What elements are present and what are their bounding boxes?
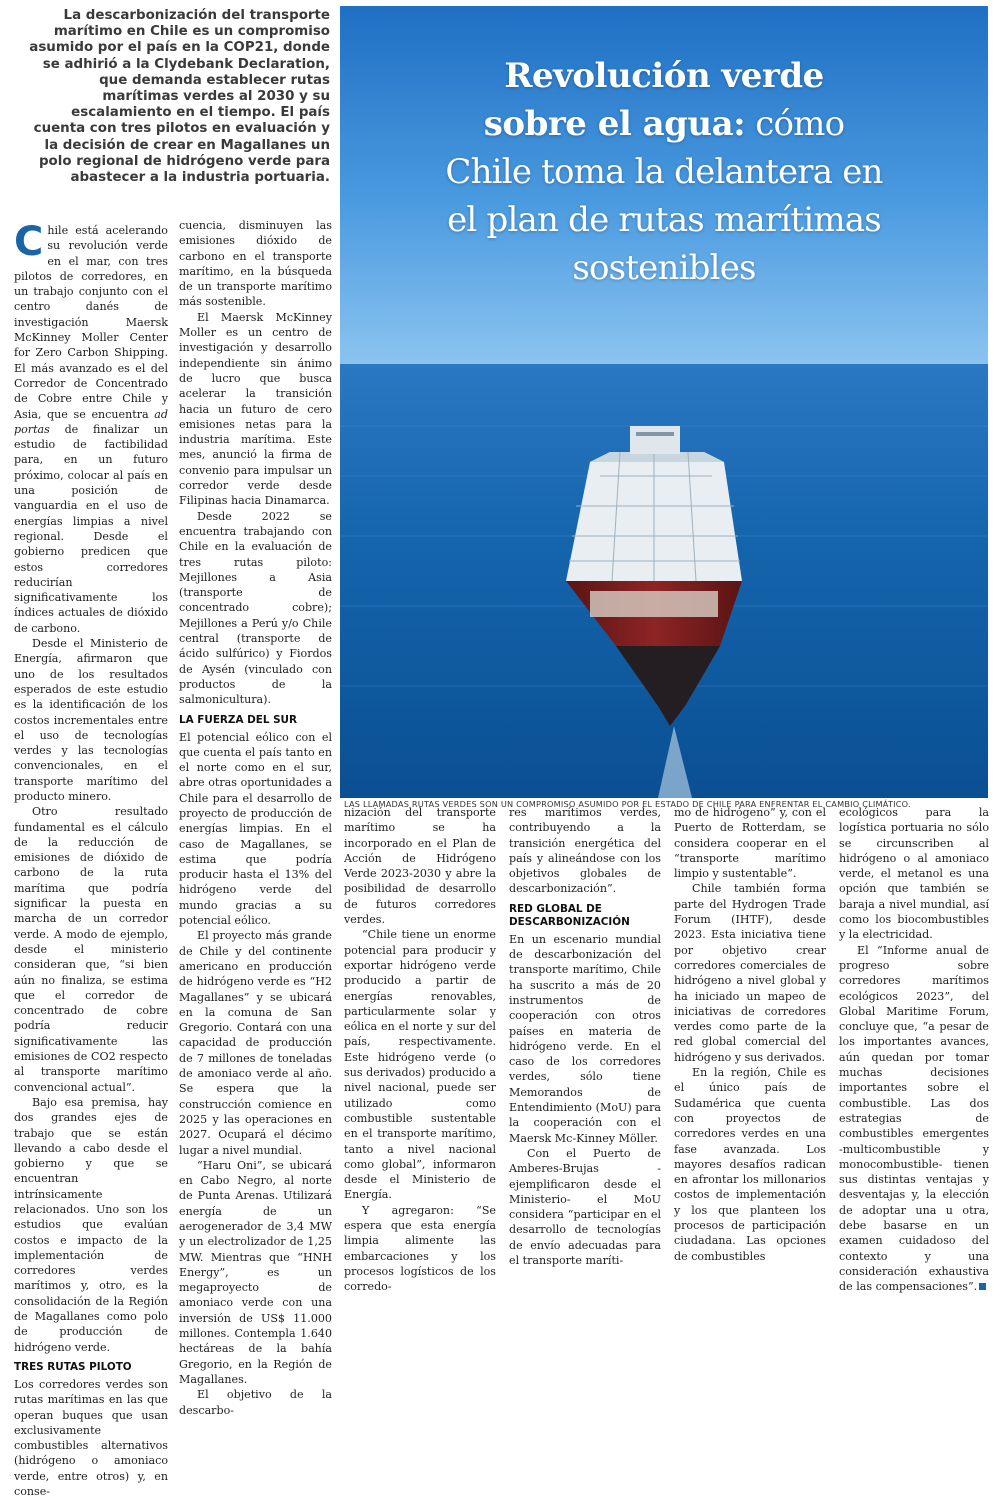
article-lede: La descarbonización del transporte marítimo en Chile es un compromiso asumido por el país en la COP21, donde se adhirió a la Clydebank Declaration, que demanda establecer rutas marítimas verdes al 2030 y su escalamiento en el tiempo. El país cuenta con tres pilotos en evaluación y la decisión de crear en Magallanes un polo regional de hidrógeno verde para abastecer a la industria portuaria. bbox=[29, 8, 330, 186]
paragraph: El objetivo de la descarbo- bbox=[179, 1388, 332, 1417]
headline-line-1: Revolución verde bbox=[504, 56, 824, 96]
paragraph: nización del transporte marítimo se ha incorporado en el Plan de Acción de Hidrógeno Verde 2023-2030 y abre la posibilidad de desarrollo de futuros corredores verdes. bbox=[344, 806, 496, 927]
headline-line-5: sostenibles bbox=[572, 248, 756, 288]
paragraph: “Haru Oni”, se ubicará en Cabo Negro, al norte de Punta Arenas. Utilizará energía de un aerogenerador de 3,4 MW y un electrolizador de 1,25 MW. Mientras que “HNH Energy”, es un megaproyecto de amoniaco verde con una inversión de US$ 11.000 millones. Contempla 1.640 hectáreas de la bahía Gregorio, en la Región de Magallanes. bbox=[179, 1158, 332, 1386]
paragraph: Bajo esa premisa, hay dos grandes ejes de trabajo que se están llevando a cabo desde el gobierno y que se encuentran intrínsicamente relacionados. Uno son los estudios que evalúan costos e impacto de la implementación de corredores verdes marítimos y, otro, es la consolidación de la Región de Magallanes como polo de producción de hidrógeno verde. bbox=[14, 1095, 168, 1354]
paragraph: Con el Puerto de Amberes-Brujas -ejemplificaron desde el Ministerio- el MoU considera “participar en el desarrollo de tecnologías de envío adecuadas para el transporte maríti- bbox=[509, 1146, 661, 1268]
paragraph: Los corredores verdes son rutas marítimas en las que operan buques que usan exclusivamente combustibles alternativos (hidrógeno o amoniaco verde, entre otros) y, en conse- bbox=[14, 1377, 168, 1499]
column-2 bbox=[179, 218, 332, 1418]
subheading: TRES RUTAS PILOTO bbox=[14, 1360, 132, 1373]
paragraph: Desde el Ministerio de Energía, afirmaron que uno de los resultados esperados de este estudio es la identificación de los costos incrementales entre el uso de tecnologías verdes y las tecnologías convencionales, en el transporte marítimo del producto minero. bbox=[14, 637, 168, 803]
paragraph: El potencial eólico con el que cuenta el país tanto en el norte como en el sur, abre otras oportunidades a Chile para el desarrollo de proyecto de producción de energías limpias. En el caso de Magallanes, se estima que podría producir hasta el 13% del hidrógeno verde del mundo gracias a su potencial eólico. bbox=[179, 730, 332, 928]
paragraph: cuencia, disminuyen las emisiones dióxido de carbono en el transporte marítimo, en la búsqueda de un transporte marítimo más sostenible. bbox=[179, 219, 332, 309]
paragraph: Desde 2022 se encuentra trabajando con Chile en la evaluación de tres rutas piloto: Mejillones a Asia (transporte de concentrado cobre); Mejillones a Perú y/o Chile central (transporte de ácido sulfúrico) y Fiordos de Aysén (vinculado con productos de la salmonicultura). bbox=[179, 509, 332, 707]
headline-line-2-light: cómo bbox=[745, 104, 845, 144]
column-4 bbox=[509, 805, 661, 1268]
end-mark-icon bbox=[979, 1283, 986, 1290]
column-1 bbox=[14, 219, 168, 1499]
dropcap: C bbox=[14, 219, 44, 265]
paragraph: res marítimos verdes, contribuyendo a la transición energética del país y alineándose con los objetivos globales de descarbonización”. bbox=[509, 806, 661, 896]
paragraph bbox=[839, 943, 989, 1295]
paragraph: Y agregaron: “Se espera que esta energía limpia alimente las embarcaciones y los procesos logísticos de los corredo- bbox=[344, 1203, 496, 1294]
paragraph: El proyecto más grande de Chile y del continente americano en producción de hidrógeno verde es “H2 Magallanes” y se ubicará en la comuna de San Gregorio. Contará con una capacidad de producción de 7 millones de toneladas de amoniaco verde al año. Se espera que la construcción comience en 2025 y las operaciones en 2027. Ocupará el décimo lugar a nivel mundial. bbox=[179, 929, 332, 1157]
paragraph: Chile también forma parte del Hydrogen Trade Forum (IHTF), desde 2023. Esta iniciativa tiene por objetivo crear corredores comerciales de hidrógeno a nivel global y ha iniciado un mapeo de iniciativas de corredores verdes como parte de la red global comercial del hidrógeno y sus derivados. bbox=[674, 882, 826, 1064]
text-run: de finalizar un estudio de factibilidad para, en un futuro próximo, colocar al país en una posición de vanguardia en el uso de energías limpias a nivel regional. Desde el gobierno predicen que estos corredores reducirían significativamente los índices actuales de dióxido de carbono. bbox=[14, 422, 168, 635]
subheading: LA FUERZA DEL SUR bbox=[179, 713, 297, 726]
paragraph: Otro resultado fundamental es el cálculo de la reducción de emisiones de dióxido de carbono de la ruta marítima que podría significar la puesta en marcha de un corredor verde. A modo de ejemplo, desde el ministerio consideran que, “si bien aún no finaliza, se estima que el corredor de concentrado de cobre podría reducir significativamente las emisiones de CO2 respecto al transporte marítimo convencional actual”. bbox=[14, 805, 168, 1094]
subheading: RED GLOBAL DE DESCARBONIZACIÓN bbox=[509, 902, 630, 928]
text-run: El “Informe anual de progreso sobre corredores marítimos ecológicos 2023”, del Global Maritime Forum, concluye que, “a pesar de los importantes avances, aún quedan por tomar muchas decisiones importantes sobre el combustible. Las dos estrategias de combustibles emergentes -multicombustible y monocombustible- tienen sus distintas ventajas y desventajas y, la elección de adoptar una u otra, debe basarse en un examen cuidadoso del contexto y una consideración exhaustiva de las compensaciones”. bbox=[839, 943, 989, 1294]
paragraph: En la región, Chile es el único país de Sudamérica que cuenta con proyectos de corredores verdes en una fase avanzada. Los mayores desafíos radican en afrontar los millonarios costos de implementación y los que planteen los procesos de participación ciudadana. Las opciones de combustibles bbox=[674, 1066, 826, 1263]
column-5 bbox=[674, 805, 826, 1264]
text-run: hile está acelerando su revolución verde en el mar, con tres pilotos de corredores, en un trabajo conjunto con el centro danés de investigación Maersk McKinney Moller Center for Zero Carbon Shipping. El más avanzado es el del Corredor de Concentrado de Cobre entre Chile y Asia, que se encuentra bbox=[14, 224, 168, 421]
paragraph: mo de hidrógeno” y, con el Puerto de Rotterdam, se considera cooperar en el “transporte marítimo limpio y sustentable”. bbox=[674, 806, 826, 881]
text-italic: ad portas bbox=[14, 407, 168, 436]
column-6 bbox=[839, 805, 989, 1295]
paragraph: ecológicos para la logística portuaria no sólo se circunscriben al hidrógeno o al amoniaco verde, el metanol es una opción que también se baraja a nivel mundial, así como los biocombustibles y la electricidad. bbox=[839, 806, 989, 942]
headline-line-4: el plan de rutas marítimas bbox=[447, 200, 881, 240]
column-3 bbox=[344, 805, 496, 1295]
paragraph: “Chile tiene un enorme potencial para producir y exportar hidrógeno verde producido a partir de energías renovables, particularmente solar y eólica en el norte y sur del país, respectivamente. Este hidrógeno verde (o sus derivados) producido a nivel nacional, puede ser utilizado como combustible sustentable en el transporte marítimo, tanto a nivel nacional como global”, informaron desde el Ministerio de Energía. bbox=[344, 928, 496, 1202]
paragraph bbox=[14, 219, 168, 636]
paragraph: El Maersk McKinney Moller es un centro de investigación y desarrollo independiente sin ánimo de lucro que busca acelerar la transición hacia un futuro de cero emisiones netas para la industria marítima. Este mes, anunció la firma de convenio para impulsar un corredor verde desde Filipinas hacia Dinamarca. bbox=[179, 310, 332, 508]
photo-caption: LAS LLAMADAS RUTAS VERDES SON UN COMPROMISO ASUMIDO POR EL ESTADO DE CHILE PARA ENFRENTAR EL CAMBIO CLIMÁTICO. bbox=[344, 799, 911, 809]
ship-photo bbox=[340, 6, 988, 798]
headline-line-2-bold: sobre el agua: bbox=[483, 104, 746, 144]
headline-line-3: Chile toma la delantera en bbox=[445, 152, 883, 192]
headline bbox=[340, 52, 988, 292]
paragraph: En un escenario mundial de descarbonización del transporte marítimo, Chile ha suscrito a más de 20 instrumentos de cooperación con otros países en materia de hidrógeno verde. En el caso de los corredores verdes, sólo tiene Memorandos de Entendimiento (MoU) para la cooperación con el Maersk Mc-Kinney Möller. bbox=[509, 932, 661, 1145]
